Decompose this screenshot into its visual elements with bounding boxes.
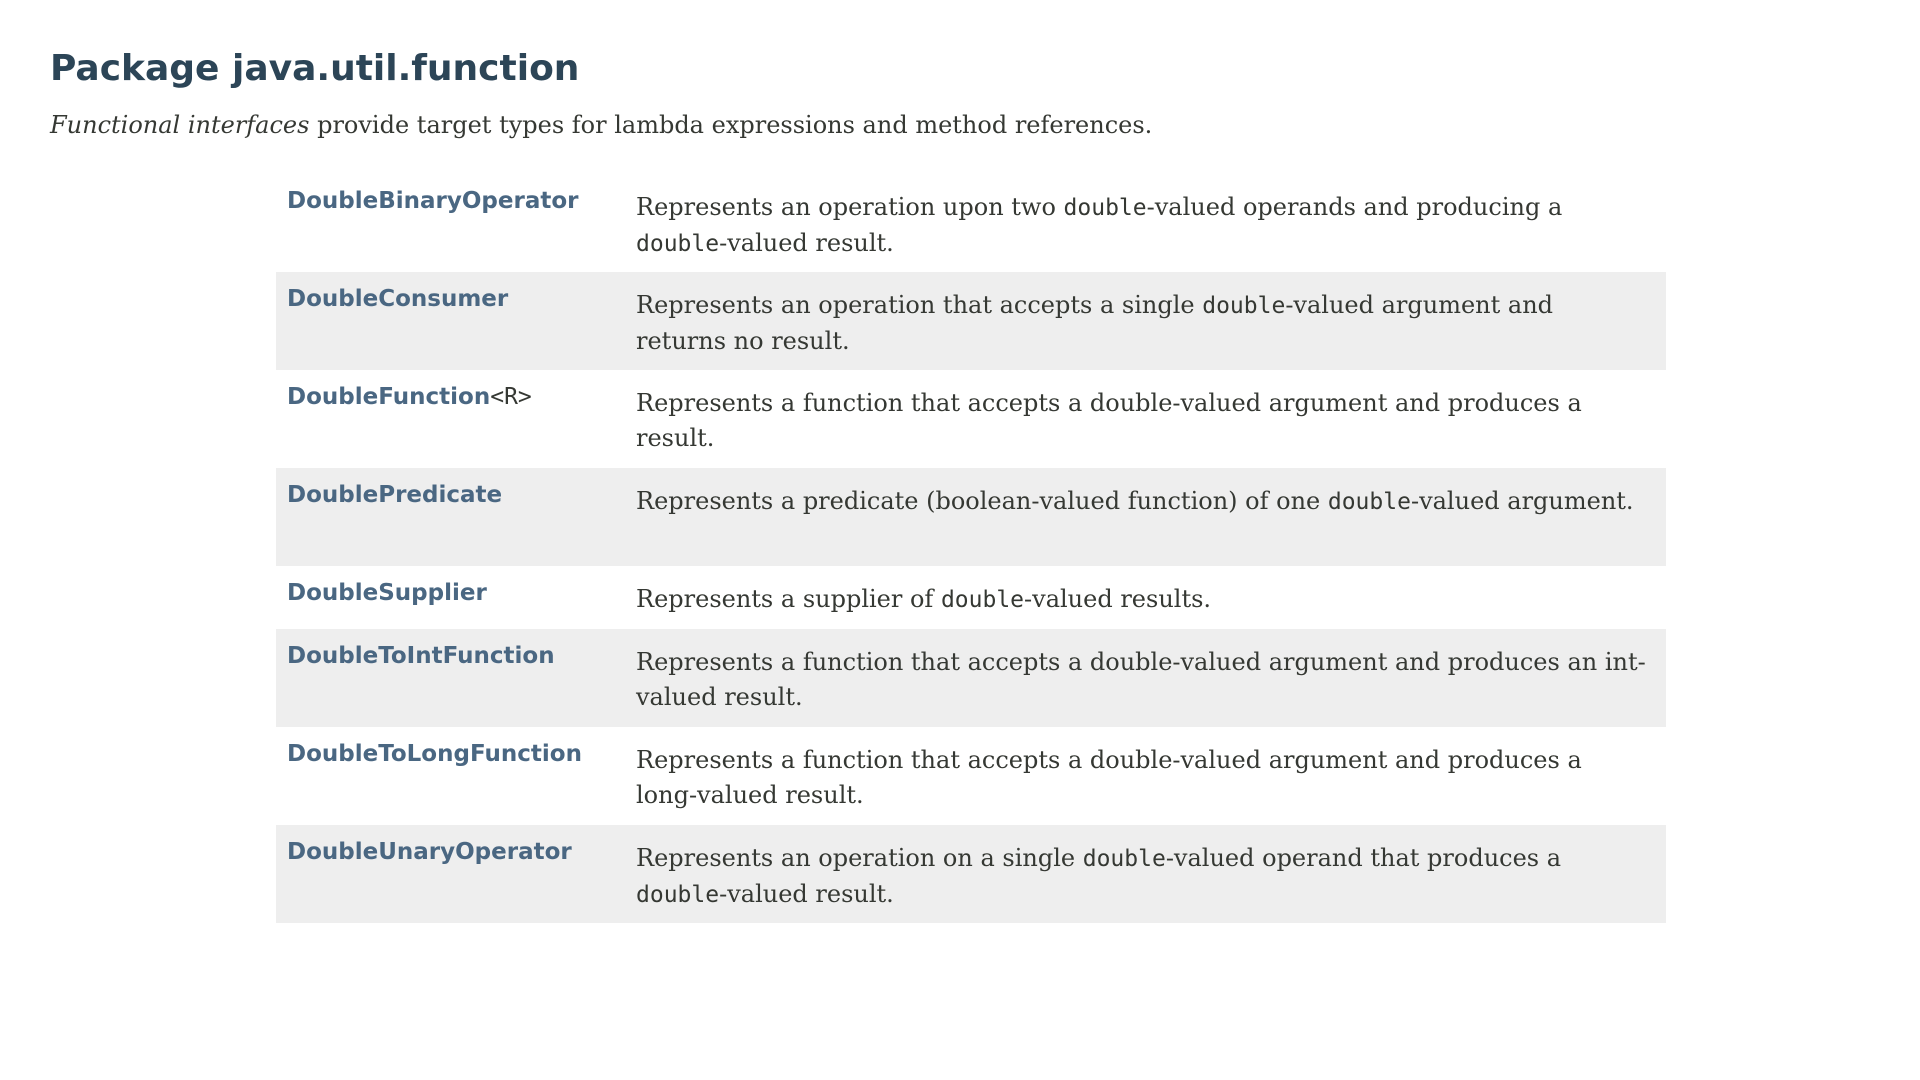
desc-text: -valued argument and returns no result. (636, 291, 1554, 355)
interface-link-doublesupplier[interactable]: DoubleSupplier (287, 580, 487, 606)
desc-text: -valued operand that produces a (1165, 844, 1562, 872)
interface-name-cell (276, 370, 636, 468)
desc-text: Represents a supplier of (636, 585, 941, 613)
desc-text: Represents a function that accepts a double-valued argument and produces a long-valued result. (636, 746, 1582, 809)
table-row (276, 825, 1666, 923)
desc-text: Represents a function that accepts a double-valued argument and produces a result. (636, 389, 1582, 452)
desc-text: -valued result. (719, 229, 894, 257)
table-row (276, 468, 1666, 566)
interface-link-doublefunction[interactable]: DoubleFunction (287, 384, 491, 410)
table-row (276, 629, 1666, 727)
desc-code: double (1202, 293, 1286, 319)
interface-name-cell (276, 825, 636, 923)
package-description-emphasis: Functional interfaces (50, 111, 310, 139)
interface-description (636, 468, 1666, 566)
desc-text: Represents a function that accepts a double-valued argument and produces an int-valued result. (636, 648, 1646, 711)
desc-code: double (1327, 489, 1411, 515)
table-row (276, 272, 1666, 370)
desc-text: -valued operands and producing a (1146, 193, 1563, 221)
interface-description (636, 727, 1666, 825)
interface-summary-table (276, 174, 1666, 923)
desc-text: -valued argument. (1410, 487, 1634, 515)
interface-name-cell (276, 174, 636, 272)
package-description (50, 111, 1152, 139)
desc-text: -valued results. (1024, 585, 1212, 613)
page-title: Package java.util.function (50, 48, 580, 89)
interface-link-doubleconsumer[interactable]: DoubleConsumer (287, 286, 509, 312)
table-row (276, 566, 1666, 629)
desc-code: double (1063, 195, 1147, 221)
interface-name-cell (276, 727, 636, 825)
interface-link-doublepredicate[interactable]: DoublePredicate (287, 482, 503, 508)
table-row (276, 370, 1666, 468)
interface-name-cell (276, 566, 636, 629)
interface-link-doubletointfunction[interactable]: DoubleToIntFunction (287, 643, 555, 669)
interface-description (636, 566, 1666, 629)
interface-name-cell (276, 468, 636, 566)
desc-code: double (1082, 846, 1166, 872)
interface-name-cell (276, 272, 636, 370)
interface-description (636, 370, 1666, 468)
interface-name-cell (276, 629, 636, 727)
desc-text: Represents an operation that accepts a single (636, 291, 1203, 319)
interface-description (636, 825, 1666, 923)
desc-text: Represents a predicate (boolean-valued function) of one (636, 487, 1328, 515)
package-description-text: provide target types for lambda expressions and method references. (309, 111, 1153, 139)
interface-link-doublebinaryoperator[interactable]: DoubleBinaryOperator (287, 188, 579, 214)
desc-code: double (940, 587, 1025, 613)
desc-code: double (636, 882, 720, 908)
interface-description (636, 272, 1666, 370)
table-row (276, 727, 1666, 825)
desc-text: Represents an operation on a single (636, 844, 1083, 872)
desc-code: double (636, 231, 720, 257)
interface-description (636, 629, 1666, 727)
desc-text: Represents an operation upon two (636, 193, 1064, 221)
type-parameter: <R> (490, 384, 532, 410)
interface-description (636, 174, 1666, 272)
table-row (276, 174, 1666, 272)
interface-link-doubletolongfunction[interactable]: DoubleToLongFunction (287, 741, 582, 767)
desc-text: -valued result. (719, 880, 894, 908)
interface-link-doubleunaryoperator[interactable]: DoubleUnaryOperator (287, 839, 572, 865)
